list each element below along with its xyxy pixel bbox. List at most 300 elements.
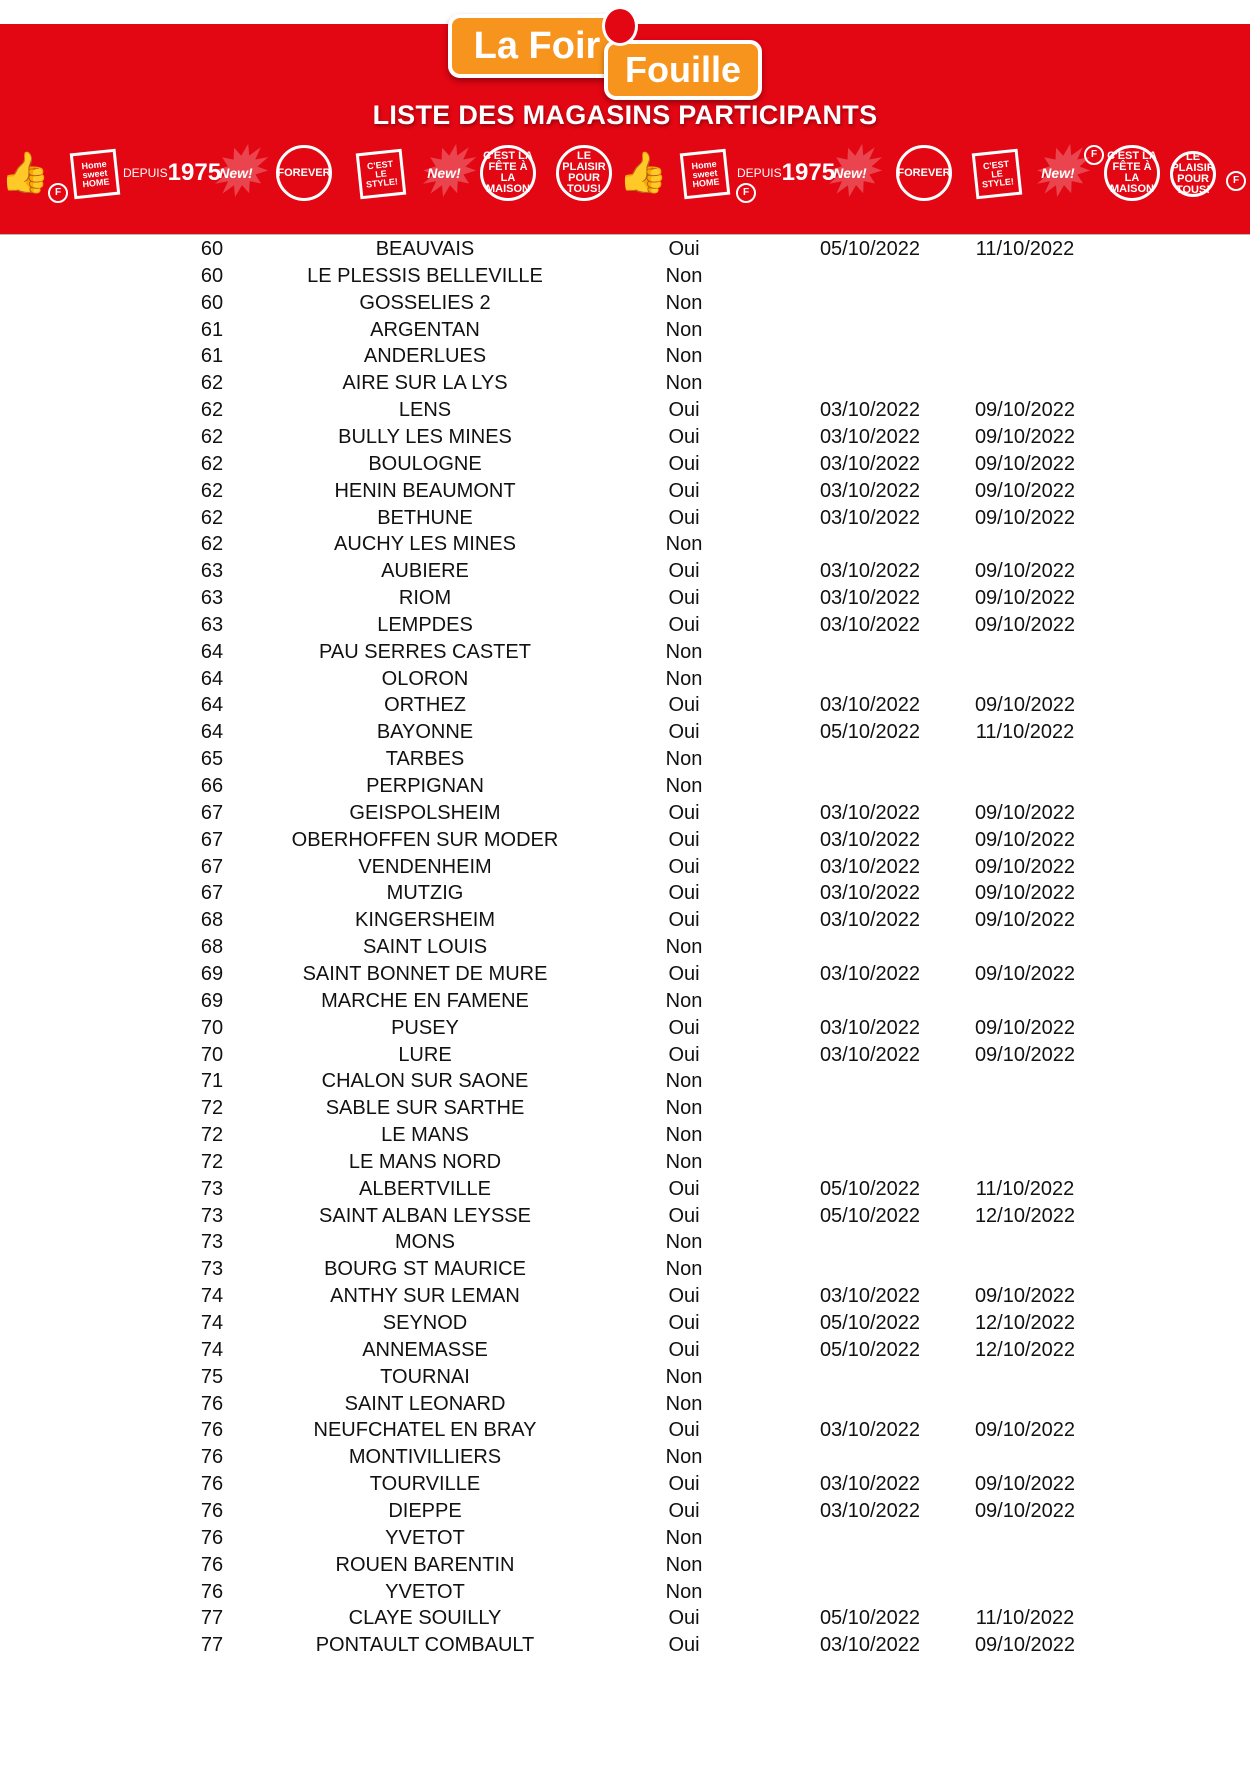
cell-part: Non — [665, 989, 703, 1012]
cell-part: Non — [665, 1446, 703, 1469]
table-row — [0, 1605, 1250, 1631]
cell-start: 03/10/2022 — [819, 479, 921, 502]
cell-name: LURE — [398, 1043, 452, 1066]
cell-start: 03/10/2022 — [819, 909, 921, 932]
cell-dept: 67 — [200, 855, 224, 878]
cell-dept: 76 — [200, 1392, 224, 1415]
cell-part: Non — [665, 748, 703, 771]
cell-part: Oui — [668, 1204, 700, 1227]
cell-end: 09/10/2022 — [974, 882, 1076, 905]
table-row — [0, 1552, 1250, 1578]
cell-start: 03/10/2022 — [819, 801, 921, 824]
cell-part: Oui — [668, 479, 700, 502]
table-row — [0, 478, 1250, 504]
style-badge: C'EST LE STYLE! — [356, 149, 407, 200]
cell-end: 09/10/2022 — [974, 479, 1076, 502]
cell-dept: 69 — [200, 962, 224, 985]
cell-part: Non — [665, 533, 703, 556]
table-row — [0, 1149, 1250, 1175]
cell-part: Oui — [668, 1419, 700, 1442]
cell-dept: 72 — [200, 1124, 224, 1147]
cell-part: Oui — [668, 962, 700, 985]
cell-part: Non — [665, 1580, 703, 1603]
table-row — [0, 1310, 1250, 1336]
cell-name: RIOM — [398, 587, 452, 610]
cell-name: HENIN BEAUMONT — [334, 479, 516, 502]
new-badge: ✹ New! — [208, 145, 264, 201]
cell-dept: 64 — [200, 721, 224, 744]
table-row — [0, 934, 1250, 960]
table-row — [0, 585, 1250, 611]
cell-name: VENDENHEIM — [358, 855, 492, 878]
cell-name: SAINT LOUIS — [362, 936, 488, 959]
cell-start: 05/10/2022 — [819, 238, 921, 260]
cell-dept: 61 — [200, 318, 224, 341]
cell-start: 03/10/2022 — [819, 1499, 921, 1522]
cell-name: PAU SERRES CASTET — [319, 640, 531, 663]
cell-end: 09/10/2022 — [974, 909, 1076, 932]
cell-part: Non — [665, 1258, 703, 1281]
cell-end: 09/10/2022 — [974, 828, 1076, 851]
table-row — [0, 236, 1250, 262]
cell-name: SABLE SUR SARTHE — [325, 1097, 525, 1120]
cell-end: 09/10/2022 — [974, 1634, 1076, 1657]
cell-start: 03/10/2022 — [819, 1285, 921, 1308]
table-row — [0, 692, 1250, 718]
cell-name: PUSEY — [391, 1016, 459, 1039]
cell-end: 09/10/2022 — [974, 587, 1076, 610]
cell-name: TOURVILLE — [369, 1473, 481, 1496]
cell-end: 09/10/2022 — [974, 962, 1076, 985]
cell-dept: 62 — [200, 372, 224, 395]
table-row — [0, 1042, 1250, 1068]
cell-dept: 67 — [200, 882, 224, 905]
new-badge-3: ✹ New! — [822, 145, 878, 201]
cell-name: LEMPDES — [377, 613, 473, 636]
cell-start: 03/10/2022 — [819, 452, 921, 475]
cell-name: NEUFCHATEL EN BRAY — [313, 1419, 537, 1442]
cell-name: MUTZIG — [386, 882, 464, 905]
cell-dept: 76 — [200, 1473, 224, 1496]
cell-name: AUBIERE — [381, 560, 469, 583]
cell-name: OBERHOFFEN SUR MODER — [291, 828, 559, 851]
cell-name: PONTAULT COMBAULT — [315, 1634, 535, 1657]
cell-name: TARBES — [385, 748, 465, 771]
cell-part: Oui — [668, 1338, 700, 1361]
plaisir-tous-badge: LE PLAISIR POUR TOUS! — [556, 145, 612, 201]
cell-dept: 62 — [200, 452, 224, 475]
cell-start: 03/10/2022 — [819, 587, 921, 610]
table-row — [0, 451, 1250, 477]
cell-start: 03/10/2022 — [819, 1419, 921, 1442]
balloon-icon — [602, 6, 638, 46]
cell-dept: 62 — [200, 533, 224, 556]
cell-name: ANNEMASSE — [362, 1338, 488, 1361]
table-row — [0, 907, 1250, 933]
cell-dept: 60 — [200, 238, 224, 260]
cell-part: Non — [665, 936, 703, 959]
cell-name: AUCHY LES MINES — [334, 533, 516, 556]
cell-end: 09/10/2022 — [974, 694, 1076, 717]
cell-name: BOURG ST MAURICE — [324, 1258, 526, 1281]
cell-dept: 67 — [200, 828, 224, 851]
cell-part: Oui — [668, 1177, 700, 1200]
cell-name: BAYONNE — [376, 721, 474, 744]
table-row — [0, 1229, 1250, 1255]
cell-part: Oui — [668, 1473, 700, 1496]
cell-part: Oui — [668, 587, 700, 610]
cell-part: Non — [665, 1392, 703, 1415]
cell-part: Oui — [668, 694, 700, 717]
plaisir-tous-badge-2: LE PLAISIR POUR TOUS! — [1171, 151, 1215, 196]
cell-end: 09/10/2022 — [974, 560, 1076, 583]
cell-name: SAINT BONNET DE MURE — [302, 962, 548, 985]
cell-dept: 72 — [200, 1097, 224, 1120]
cell-dept: 70 — [200, 1016, 224, 1039]
table-row — [0, 317, 1250, 343]
cell-name: CLAYE SOUILLY — [348, 1607, 502, 1630]
cell-end: 12/10/2022 — [974, 1338, 1076, 1361]
cell-name: TOURNAI — [380, 1365, 470, 1388]
year-label: 1975 — [167, 159, 222, 186]
cell-part: Non — [665, 1553, 703, 1576]
cell-part: Oui — [668, 1499, 700, 1522]
cell-dept: 75 — [200, 1365, 224, 1388]
cell-name: BEAUVAIS — [375, 238, 475, 260]
cell-dept: 63 — [200, 560, 224, 583]
table-row — [0, 988, 1250, 1014]
table-row — [0, 1498, 1250, 1524]
cell-part: Non — [665, 1231, 703, 1254]
cell-start: 03/10/2022 — [819, 828, 921, 851]
table-row — [0, 1391, 1250, 1417]
cell-name: GOSSELIES 2 — [359, 291, 491, 314]
cell-dept: 76 — [200, 1419, 224, 1442]
cell-end: 09/10/2022 — [974, 1285, 1076, 1308]
table-row — [0, 1579, 1250, 1605]
cell-dept: 77 — [200, 1607, 224, 1630]
cell-dept: 66 — [200, 775, 224, 797]
forever-badge-2: FOREVER — [896, 145, 952, 201]
cell-start: 05/10/2022 — [819, 1607, 921, 1630]
cell-part: Oui — [668, 1043, 700, 1066]
table-row — [0, 343, 1250, 369]
cell-dept: 62 — [200, 506, 224, 529]
cell-part: Non — [665, 291, 703, 314]
cell-start: 05/10/2022 — [819, 721, 921, 744]
cell-part: Oui — [668, 828, 700, 851]
cell-part: Non — [665, 264, 703, 287]
table-row — [0, 666, 1250, 692]
cell-dept: 76 — [200, 1553, 224, 1576]
cell-part: Oui — [668, 1634, 700, 1657]
cell-start: 05/10/2022 — [819, 1177, 921, 1200]
table-row — [0, 558, 1250, 584]
cell-part: Non — [665, 640, 703, 663]
cell-end: 09/10/2022 — [974, 425, 1076, 448]
cell-part: Oui — [668, 909, 700, 932]
cell-dept: 69 — [200, 989, 224, 1012]
thumbs-up-icon-2: 👍 — [618, 151, 668, 195]
cell-name: BULLY LES MINES — [338, 425, 512, 448]
cell-dept: 72 — [200, 1150, 224, 1173]
table-row — [0, 424, 1250, 450]
forever-badge: FOREVER — [276, 145, 332, 201]
cell-part: Oui — [668, 399, 700, 422]
cell-name: LE PLESSIS BELLEVILLE — [307, 264, 543, 287]
cell-part: Oui — [668, 1285, 700, 1308]
table-row — [0, 639, 1250, 665]
cell-start: 03/10/2022 — [819, 1043, 921, 1066]
home-sweet-home-badge-2: Home sweet HOME — [680, 149, 731, 200]
table-row — [0, 370, 1250, 396]
cell-dept: 62 — [200, 399, 224, 422]
header-banner — [0, 0, 1250, 235]
table-row — [0, 1122, 1250, 1148]
cell-start: 03/10/2022 — [819, 560, 921, 583]
cell-part: Non — [665, 1365, 703, 1388]
cell-name: DIEPPE — [388, 1499, 462, 1522]
new-badge-2: ✹ New! — [416, 145, 472, 201]
table-row — [0, 1417, 1250, 1443]
badge-strip — [0, 145, 1250, 215]
cell-part: Oui — [668, 560, 700, 583]
table-row — [0, 263, 1250, 289]
cell-part: Non — [665, 318, 703, 341]
cell-start: 05/10/2022 — [819, 1312, 921, 1334]
cell-part: Non — [665, 667, 703, 690]
cell-dept: 74 — [200, 1312, 224, 1334]
cell-start: 03/10/2022 — [819, 506, 921, 529]
cell-end: 09/10/2022 — [974, 1043, 1076, 1066]
cell-name: ARGENTAN — [370, 318, 480, 341]
cell-dept: 60 — [200, 291, 224, 314]
cell-dept: 71 — [200, 1070, 224, 1093]
cell-end: 09/10/2022 — [974, 1419, 1076, 1442]
cell-part: Non — [665, 775, 703, 797]
cell-start: 05/10/2022 — [819, 1204, 921, 1227]
table-row — [0, 827, 1250, 853]
fete-maison-badge-2: C'EST LA FÊTE À LA MAISON — [1104, 145, 1160, 201]
year-label-2: 1975 — [781, 159, 836, 186]
cell-end: 09/10/2022 — [974, 801, 1076, 824]
cell-dept: 62 — [200, 479, 224, 502]
table-row — [0, 1203, 1250, 1229]
cell-dept: 67 — [200, 801, 224, 824]
cell-dept: 64 — [200, 667, 224, 690]
cell-end: 09/10/2022 — [974, 506, 1076, 529]
table-row — [0, 1444, 1250, 1470]
cell-part: Oui — [668, 855, 700, 878]
cell-end: 12/10/2022 — [974, 1204, 1076, 1227]
cell-dept: 63 — [200, 613, 224, 636]
cell-name: AIRE SUR LA LYS — [342, 372, 508, 395]
cell-name: MARCHE EN FAMENE — [321, 989, 529, 1012]
cell-name: SEYNOD — [382, 1312, 468, 1334]
cell-start: 03/10/2022 — [819, 1016, 921, 1039]
cell-end: 09/10/2022 — [974, 613, 1076, 636]
cell-dept: 68 — [200, 909, 224, 932]
cell-name: SAINT ALBAN LEYSSE — [319, 1204, 531, 1227]
cell-dept: 77 — [200, 1634, 224, 1657]
table-row — [0, 1176, 1250, 1202]
cell-dept: 76 — [200, 1499, 224, 1522]
cell-dept: 73 — [200, 1204, 224, 1227]
cell-part: Oui — [668, 452, 700, 475]
fete-maison-badge: C'EST LA FÊTE À LA MAISON — [480, 145, 536, 201]
table-row — [0, 1068, 1250, 1094]
cell-part: Non — [665, 345, 703, 368]
table-row — [0, 1471, 1250, 1497]
depuis-1975-badge — [122, 145, 222, 201]
cell-part: Oui — [668, 613, 700, 636]
cell-start: 03/10/2022 — [819, 694, 921, 717]
cell-name: KINGERSHEIM — [354, 909, 496, 932]
cell-dept: 74 — [200, 1338, 224, 1361]
cell-start: 03/10/2022 — [819, 1473, 921, 1496]
cell-dept: 64 — [200, 694, 224, 717]
cell-end: 11/10/2022 — [975, 1177, 1075, 1200]
table-row — [0, 397, 1250, 423]
table-row — [0, 961, 1250, 987]
table-row — [0, 531, 1250, 557]
cell-part: Oui — [668, 425, 700, 448]
cell-dept: 74 — [200, 1285, 224, 1308]
cell-part: Oui — [668, 238, 700, 260]
table-row — [0, 505, 1250, 531]
cell-part: Non — [665, 1150, 703, 1173]
page-title: LISTE DES MAGASINS PARTICIPANTS — [372, 100, 878, 130]
cell-dept: 65 — [200, 748, 224, 771]
cell-name: YVETOT — [385, 1526, 465, 1549]
cell-name: SAINT LEONARD — [344, 1392, 506, 1415]
f-icon: F — [48, 183, 68, 203]
table-row — [0, 1337, 1250, 1363]
cell-name: CHALON SUR SAONE — [321, 1070, 529, 1093]
cell-end: 09/10/2022 — [974, 1473, 1076, 1496]
cell-name: ANTHY SUR LEMAN — [330, 1285, 520, 1308]
depuis-label: DEPUIS — [122, 166, 168, 180]
logo-part-2: Fouille — [604, 40, 762, 100]
cell-dept: 73 — [200, 1258, 224, 1281]
cell-name: MONS — [395, 1231, 455, 1254]
cell-start: 03/10/2022 — [819, 882, 921, 905]
cell-dept: 76 — [200, 1526, 224, 1549]
cell-part: Oui — [668, 1607, 700, 1630]
table-row — [0, 1256, 1250, 1282]
cell-start: 05/10/2022 — [819, 1338, 921, 1361]
cell-start: 03/10/2022 — [819, 1634, 921, 1657]
depuis-label-2: DEPUIS — [736, 166, 782, 180]
table-row — [0, 719, 1250, 745]
brand-logo[interactable] — [448, 10, 764, 96]
cell-dept: 61 — [200, 345, 224, 368]
table-row — [0, 1095, 1250, 1121]
table-row — [0, 800, 1250, 826]
cell-end: 11/10/2022 — [975, 721, 1075, 744]
cell-dept: 76 — [200, 1446, 224, 1469]
table-row — [0, 746, 1250, 772]
cell-part: Non — [665, 1097, 703, 1120]
cell-start: 03/10/2022 — [819, 425, 921, 448]
cell-start: 03/10/2022 — [819, 855, 921, 878]
cell-name: LE MANS — [381, 1124, 469, 1147]
cell-name: ALBERTVILLE — [359, 1177, 491, 1200]
cell-start: 03/10/2022 — [819, 399, 921, 422]
table-row — [0, 612, 1250, 638]
cell-name: OLORON — [381, 667, 469, 690]
cell-name: LENS — [398, 399, 452, 422]
cell-name: LE MANS NORD — [348, 1150, 502, 1173]
cell-name: YVETOT — [385, 1580, 465, 1603]
depuis-1975-badge-2 — [736, 145, 836, 201]
cell-dept: 70 — [200, 1043, 224, 1066]
cell-part: Oui — [668, 882, 700, 905]
table-row — [0, 290, 1250, 316]
table-row — [0, 773, 1250, 799]
home-sweet-home-badge: Home sweet HOME — [70, 149, 121, 200]
table-row — [0, 1632, 1250, 1658]
cell-name: PERPIGNAN — [366, 775, 484, 797]
table-row — [0, 854, 1250, 880]
table-row — [0, 1015, 1250, 1041]
cell-dept: 76 — [200, 1580, 224, 1603]
cell-name: ORTHEZ — [384, 694, 466, 717]
f-icon-3: F — [1084, 145, 1104, 165]
cell-start: 03/10/2022 — [819, 962, 921, 985]
cell-end: 12/10/2022 — [974, 1312, 1076, 1334]
cell-end: 09/10/2022 — [974, 452, 1076, 475]
cell-end: 09/10/2022 — [974, 855, 1076, 878]
cell-part: Non — [665, 1070, 703, 1093]
cell-end: 09/10/2022 — [974, 1499, 1076, 1522]
cell-dept: 64 — [200, 640, 224, 663]
logo-part-1: La Foir — [448, 14, 626, 78]
cell-part: Oui — [668, 1312, 700, 1334]
thumbs-up-icon: 👍 — [0, 151, 50, 195]
cell-part: Oui — [668, 801, 700, 824]
cell-end: 09/10/2022 — [974, 399, 1076, 422]
cell-dept: 60 — [200, 264, 224, 287]
cell-part: Non — [665, 372, 703, 395]
cell-name: ANDERLUES — [363, 345, 487, 368]
cell-part: Oui — [668, 721, 700, 744]
cell-dept: 73 — [200, 1177, 224, 1200]
cell-part: Oui — [668, 1016, 700, 1039]
table-row — [0, 880, 1250, 906]
cell-end: 11/10/2022 — [975, 1607, 1075, 1630]
cell-dept: 68 — [200, 936, 224, 959]
table-row — [0, 1525, 1250, 1551]
new-badge-4: ✹ New! — [1030, 145, 1086, 201]
cell-part: Non — [665, 1124, 703, 1147]
cell-end: 11/10/2022 — [975, 238, 1075, 260]
cell-name: MONTIVILLIERS — [348, 1446, 502, 1469]
f-icon-4: F — [1226, 171, 1246, 191]
cell-name: BETHUNE — [377, 506, 473, 529]
cell-dept: 62 — [200, 425, 224, 448]
cell-end: 09/10/2022 — [974, 1016, 1076, 1039]
cell-part: Oui — [668, 506, 700, 529]
style-badge-2: C'EST LE STYLE! — [972, 149, 1023, 200]
cell-name: BOULOGNE — [368, 452, 482, 475]
cell-start: 03/10/2022 — [819, 613, 921, 636]
f-icon-2: F — [736, 183, 756, 203]
cell-name: GEISPOLSHEIM — [349, 801, 501, 824]
cell-name: ROUEN BARENTIN — [335, 1553, 515, 1576]
cell-part: Non — [665, 1526, 703, 1549]
table-row — [0, 1364, 1250, 1390]
